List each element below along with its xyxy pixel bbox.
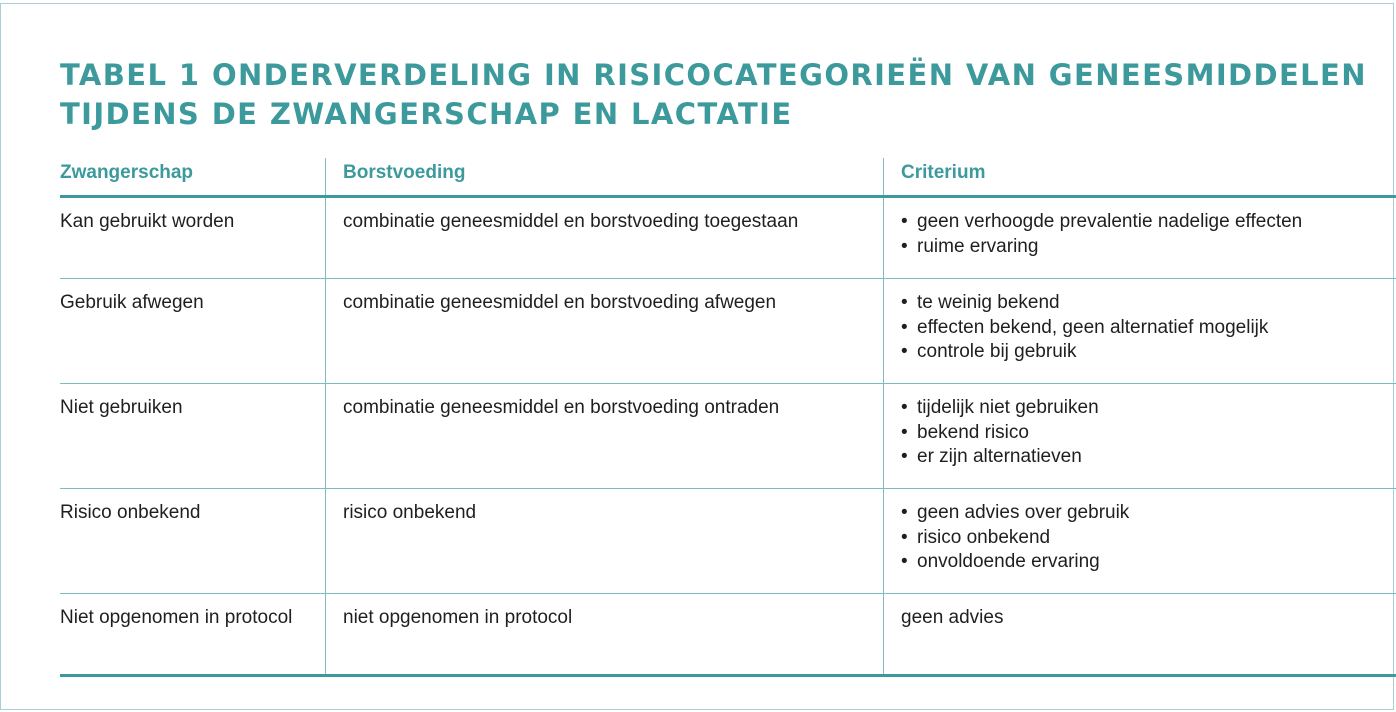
criterion-item: • effecten bekend, geen alternatief mogelijk — [901, 316, 1396, 341]
header-criterion: Criterium — [901, 162, 986, 183]
criterion-list — [901, 291, 1396, 365]
cell-breastfeeding: combinatie geneesmiddel en borstvoeding ontraden — [326, 384, 884, 488]
table-row — [60, 279, 1396, 384]
criterion-item: • onvoldoende ervaring — [901, 550, 1396, 575]
cell-criterion — [884, 489, 1396, 593]
cell-breastfeeding: niet opgenomen in protocol — [326, 594, 884, 674]
table-row — [60, 198, 1396, 279]
criterion-list — [901, 210, 1396, 259]
risk-category-table — [60, 158, 1396, 677]
table-row — [60, 384, 1396, 489]
cell-breastfeeding: combinatie geneesmiddel en borstvoeding afwegen — [326, 279, 884, 383]
criterion-item: • ruime ervaring — [901, 235, 1396, 260]
criterion-item: • te weinig bekend — [901, 291, 1396, 316]
header-breastfeeding: Borstvoeding — [326, 158, 884, 195]
criterion-item: • geen verhoogde prevalentie nadelige effecten — [901, 210, 1396, 235]
criterion-item: • tijdelijk niet gebruiken — [901, 396, 1396, 421]
criterion-item: • bekend risico — [901, 421, 1396, 446]
title-line-1: TABEL 1 ONDERVERDELING IN RISICOCATEGORIEËN VAN GENEESMIDDELEN — [60, 58, 1367, 92]
cell-criterion — [884, 279, 1396, 383]
cell-criterion — [884, 384, 1396, 488]
criterion-item: • risico onbekend — [901, 526, 1396, 551]
criterion-item: • controle bij gebruik — [901, 340, 1396, 365]
header-pregnancy: Zwangerschap — [60, 158, 326, 195]
criterion-item: • er zijn alternatieven — [901, 445, 1396, 470]
cell-pregnancy: Risico onbekend — [60, 489, 326, 593]
table-row — [60, 594, 1396, 677]
table-row — [60, 489, 1396, 594]
cell-criterion — [884, 198, 1396, 278]
criterion-item: • geen advies over gebruik — [901, 501, 1396, 526]
criterion-list — [901, 501, 1396, 575]
cell-pregnancy: Kan gebruikt worden — [60, 198, 326, 278]
table-title — [60, 56, 1367, 134]
table-header-row — [60, 158, 1396, 198]
cell-breastfeeding: risico onbekend — [326, 489, 884, 593]
cell-pregnancy: Gebruik afwegen — [60, 279, 326, 383]
cell-pregnancy: Niet opgenomen in protocol — [60, 594, 326, 674]
criterion-list — [901, 396, 1396, 470]
cell-pregnancy: Niet gebruiken — [60, 384, 326, 488]
title-line-2: TIJDENS DE ZWANGERSCHAP EN LACTATIE — [60, 97, 793, 131]
cell-criterion: geen advies — [901, 607, 1004, 628]
cell-breastfeeding: combinatie geneesmiddel en borstvoeding toegestaan — [326, 198, 884, 278]
